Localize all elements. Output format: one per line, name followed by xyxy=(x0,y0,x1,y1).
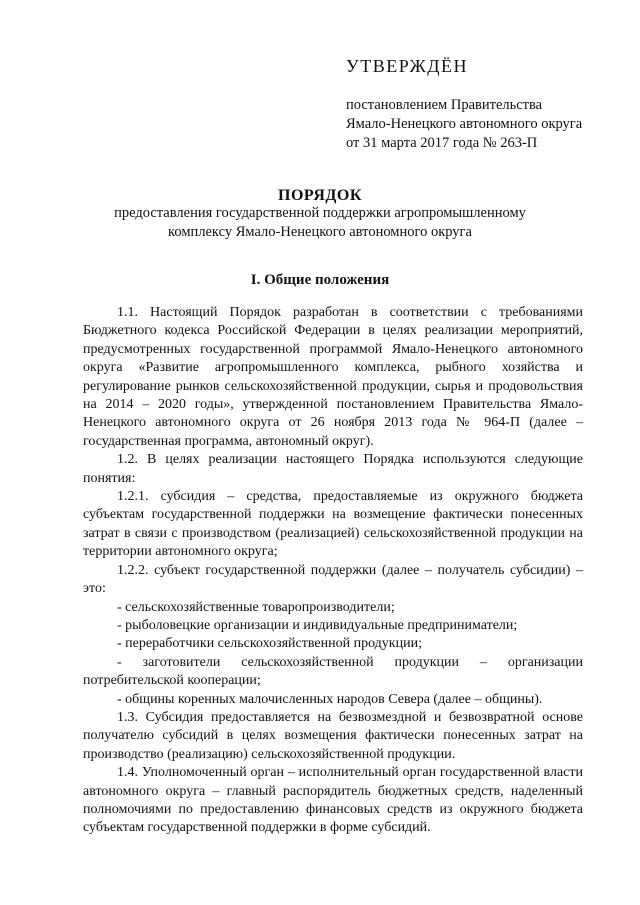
paragraph-1-4: 1.4. Уполномоченный орган – исполнительный орган государственной власти автономного округа – главный распорядитель бюджетных средств, наделенный полномочиями по предоставлению финансовых средств из окружного бюджета субъектам государственной поддержки в форме субсидий. xyxy=(83,765,583,836)
approval-line: Ямало-Ненецкого автономного округа xyxy=(346,116,583,132)
list-item: - сельскохозяйственные товаропроизводители; xyxy=(117,599,395,615)
approval-block xyxy=(346,96,582,153)
paragraph-1-2-1: 1.2.1. субсидия – средства, предоставляемые из окружного бюджета субъектам государственной поддержки на возмещение фактически понесенных затрат в связи с производством (реализацией) сельскохозяйственной продукции на территории автономного округа; xyxy=(83,489,583,560)
approval-line: постановлением Правительства xyxy=(346,97,543,113)
subtitle-line: комплексу Ямало-Ненецкого автономного округа xyxy=(168,224,472,240)
subtitle-line: предоставления государственной поддержки агропромышленному xyxy=(114,205,526,221)
list-item: - общины коренных малочисленных народов Севера (далее – общины). xyxy=(117,691,543,707)
document-title: ПОРЯДОК xyxy=(278,187,362,204)
paragraph-1-1: 1.1. Настоящий Порядок разработан в соответствии с требованиями Бюджетного кодекса Российской Федерации в целях реализации мероприятий, предусмотренных государственной программой Ямало-Ненецкого автономного округа «Развитие агропромышленного комплекса, рыбного хозяйства и регулирование рынков сельскохозяйственной продукции, сырья и продовольствия на 2014 – 2020 годы», утвержденной постановлением Правительства Ямало-Ненецкого автономного округа от 26 ноября 2013 года № 964-П (далее – государственная программа, автономный округ). xyxy=(83,305,583,449)
paragraph-1-2: 1.2. В целях реализации настоящего Порядка используются следующие понятия: xyxy=(83,452,583,486)
document-subtitle xyxy=(110,204,530,242)
approval-line: от 31 марта 2017 года № 263-П xyxy=(346,135,538,151)
paragraph-1-2-2: 1.2.2. субъект государственной поддержки (далее – получатель субсидии) – это: xyxy=(83,562,583,597)
section-title: I. Общие положения xyxy=(250,272,390,288)
list-item: - заготовители сельскохозяйственной продукции – организации потребительской кооперации; xyxy=(83,654,583,689)
list-item: - рыболовецкие организации и индивидуальные предприниматели; xyxy=(117,617,518,633)
section-body xyxy=(83,304,583,838)
approval-heading: УТВЕРЖДЁН xyxy=(346,56,469,76)
paragraph-1-3: 1.3. Субсидия предоставляется на безвозмездной и безвозвратной основе получателю субсидий в целях возмещения фактически понесенных затрат на производство (реализацию) сельскохозяйственной продукции. xyxy=(83,709,583,762)
list-item: - переработчики сельскохозяйственной продукции; xyxy=(117,636,422,652)
